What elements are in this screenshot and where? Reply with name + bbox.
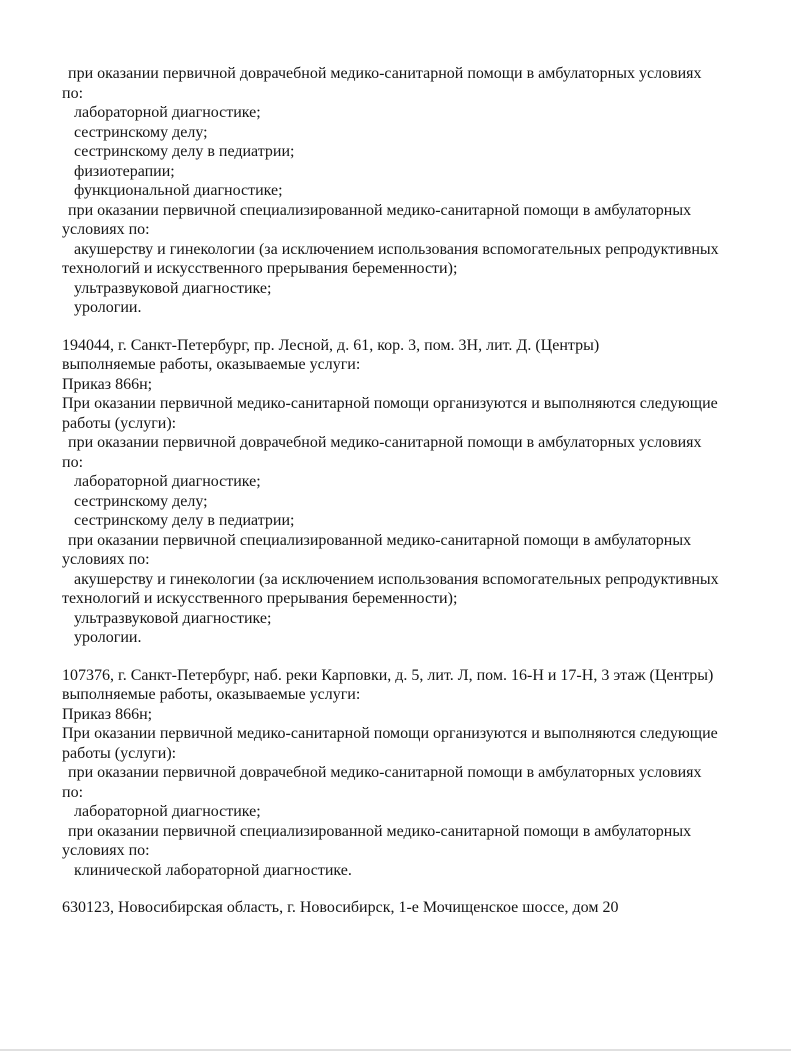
text-block [62,898,762,918]
text-block [62,666,762,881]
text-line: условиях по: [62,221,150,238]
text-line: лабораторной диагностике; [74,473,261,490]
text-line: ультразвуковой диагностике; [74,279,272,297]
text-line: 194044, г. Санкт-Петербург, пр. Лесной, д. 61, кор. 3, пом. 3Н, лит. Д. (Центры) [62,336,600,354]
text-line: функциональной диагностике; [74,182,283,199]
text-line: физиотерапии; [74,162,175,180]
text-line: при оказании первичной специализированной медико-санитарной помощи в амбулаторных [68,531,692,549]
text-line: технологий и искусственного прерывания беременности); [62,260,458,277]
text-line: акушерству и гинекологии (за исключением использования вспомогательных репродуктивных [74,570,719,588]
text-line: при оказании первичной доврачебной медико-санитарной помощи в амбулаторных условиях [68,434,702,451]
text-line: условиях по: [62,551,150,568]
text-line: при оказании первичной доврачебной медико-санитарной помощи в амбулаторных условиях [68,65,702,82]
text-line: сестринскому делу в педиатрии; [74,512,295,529]
text-line: работы (услуги): [62,414,177,432]
text-line: работы (услуги): [62,744,177,762]
text-line: сестринскому делу в педиатрии; [74,143,295,160]
text-line: 107376, г. Санкт-Петербург, наб. реки Карповки, д. 5, лит. Л, пом. 16-Н и 17-Н, 3 этаж (Центры) [62,666,714,684]
text-line: сестринскому делу; [74,123,208,141]
text-line: ультразвуковой диагностике; [74,609,272,627]
text-block [62,336,762,648]
text-line: 630123, Новосибирская область, г. Новосибирск, 1-е Мочищенское шоссе, дом 20 [62,899,619,916]
text-line: При оказании первичной медико-санитарной помощи организуются и выполняются следующие [62,395,718,412]
text-line: Приказ 866н; [62,375,153,393]
text-line: технологий и искусственного прерывания беременности); [62,590,458,607]
text-line: по: [62,783,84,801]
text-line: по: [62,84,84,102]
text-line: При оказании первичной медико-санитарной помощи организуются и выполняются следующие [62,725,718,742]
text-line: лабораторной диагностике; [74,104,261,121]
text-line: лабораторной диагностике; [74,803,261,820]
text-line: по: [62,453,84,471]
text-line: при оказании первичной доврачебной медико-санитарной помощи в амбулаторных условиях [68,764,702,781]
text-line: при оказании первичной специализированной медико-санитарной помощи в амбулаторных [68,822,692,840]
text-block [62,64,762,318]
text-line: выполняемые работы, оказываемые услуги: [62,686,361,703]
text-line: при оказании первичной специализированной медико-санитарной помощи в амбулаторных [68,201,692,219]
text-line: урологии. [74,629,142,646]
text-line: сестринскому делу; [74,492,208,510]
text-line: клинической лабораторной диагностике. [74,861,352,879]
document-text [62,64,762,918]
bottom-divider [0,1049,791,1051]
text-line: выполняемые работы, оказываемые услуги: [62,356,361,373]
text-line: урологии. [74,299,142,316]
text-line: акушерству и гинекологии (за исключением использования вспомогательных репродуктивных [74,240,719,258]
text-line: Приказ 866н; [62,705,153,723]
text-line: условиях по: [62,842,150,859]
